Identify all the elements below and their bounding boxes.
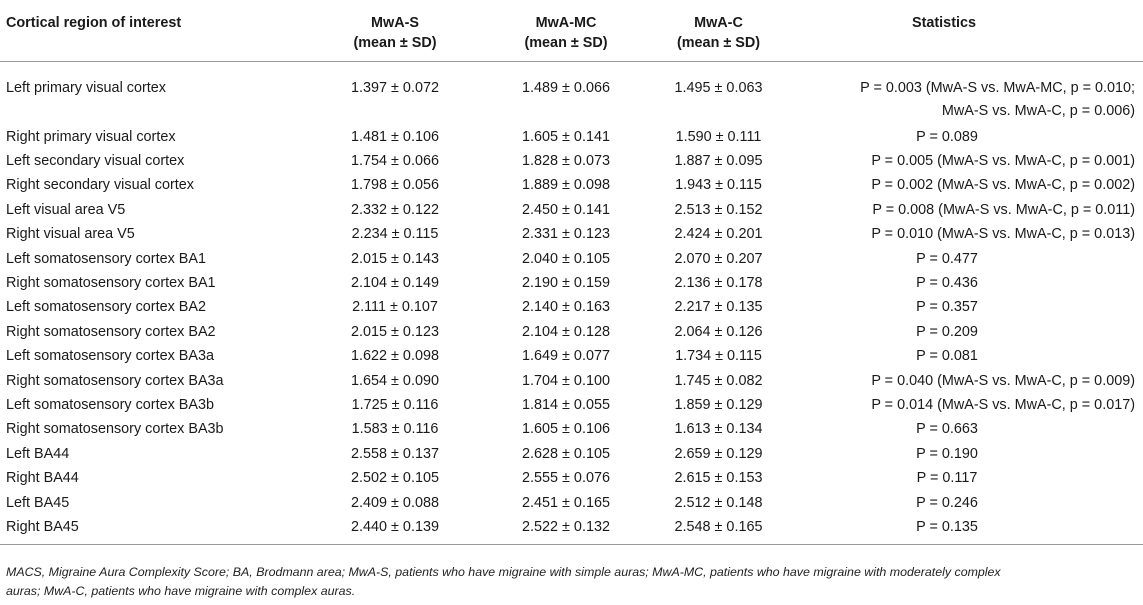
statistics-cell xyxy=(795,222,1143,246)
mwa-c-cell: 2.424 ± 0.201 xyxy=(674,226,763,243)
statistics-line: P = 0.436 xyxy=(916,274,978,291)
region-cell: Right visual area V5 xyxy=(6,226,135,243)
mwa-c-cell: 2.548 ± 0.165 xyxy=(642,515,795,545)
mwa-s-cell: 2.015 ± 0.143 xyxy=(351,250,439,267)
mwa-c-cell: 2.136 ± 0.178 xyxy=(674,274,763,291)
mwa-c-cell: 1.734 ± 0.115 xyxy=(675,348,762,365)
statistics-line: P = 0.663 xyxy=(916,421,978,438)
table-row xyxy=(0,417,1143,441)
mwa-s-cell: 2.234 ± 0.115 xyxy=(351,226,439,243)
mwa-c-cell: 2.070 ± 0.207 xyxy=(674,250,763,267)
mwa-s-cell: 2.015 ± 0.123 xyxy=(351,323,439,340)
statistics-line: P = 0.014 (MwA-S vs. MwA-C, p = 0.017) xyxy=(871,396,1135,413)
mwa-c-cell: 2.512 ± 0.148 xyxy=(674,494,763,511)
region-cell: Left somatosensory cortex BA3b xyxy=(6,396,214,413)
region-cell: Left BA44 xyxy=(6,445,70,462)
header-row xyxy=(0,3,1143,61)
statistics-cell xyxy=(795,320,1143,344)
statistics-cell xyxy=(795,149,1143,173)
statistics-cell xyxy=(795,442,1143,466)
mwa-c-cell: 1.613 ± 0.134 xyxy=(674,421,763,438)
header-statistics: Statistics xyxy=(795,3,1143,61)
statistics-cell xyxy=(795,198,1143,222)
statistics-cell xyxy=(795,125,1143,149)
mwa-mc-cell: 1.649 ± 0.077 xyxy=(522,348,610,365)
mwa-s-cell: 2.502 ± 0.105 xyxy=(351,470,439,487)
mwa-c-cell: 1.590 ± 0.111 xyxy=(675,128,762,145)
mwa-mc-cell: 2.104 ± 0.128 xyxy=(522,323,610,340)
mwa-mc-cell: 1.889 ± 0.098 xyxy=(522,177,610,194)
statistics-line: P = 0.246 xyxy=(916,494,978,511)
mwa-c-cell: 1.745 ± 0.082 xyxy=(674,372,763,389)
table-row xyxy=(0,466,1143,490)
statistics-line: P = 0.117 xyxy=(916,470,978,487)
statistics-line: P = 0.003 (MwA-S vs. MwA-MC, p = 0.010; xyxy=(860,79,1135,96)
statistics-cell xyxy=(795,247,1143,271)
mwa-c-cell: 2.513 ± 0.152 xyxy=(674,201,763,218)
mwa-mc-cell: 1.605 ± 0.141 xyxy=(522,128,610,145)
table-row xyxy=(0,149,1143,173)
region-cell: Left BA45 xyxy=(6,494,70,511)
table-row xyxy=(0,222,1143,246)
statistics-line: P = 0.357 xyxy=(916,299,978,316)
table-row xyxy=(0,515,1143,545)
region-cell: Left somatosensory cortex BA2 xyxy=(6,299,206,316)
mwa-c-cell: 1.887 ± 0.095 xyxy=(674,152,763,169)
mwa-mc-cell: 1.704 ± 0.100 xyxy=(522,372,610,389)
table-row xyxy=(0,173,1143,197)
mwa-mc-cell: 1.814 ± 0.055 xyxy=(522,396,610,413)
mwa-mc-cell: 2.331 ± 0.123 xyxy=(522,226,610,243)
statistics-line: MwA-S vs. MwA-C, p = 0.006) xyxy=(941,102,1135,119)
table-row xyxy=(0,369,1143,393)
table-row xyxy=(0,344,1143,368)
footnote-line: MACS, Migraine Aura Complexity Score; BA, Brodmann area; MwA-S, patients who have migraine with simple auras; MwA-MC, patients who have migraine with moderately complex xyxy=(6,565,1001,579)
table-row xyxy=(0,247,1143,271)
mwa-mc-cell: 2.450 ± 0.141 xyxy=(522,201,610,218)
mwa-c-cell: 2.217 ± 0.135 xyxy=(674,299,763,316)
mwa-mc-cell: 2.190 ± 0.159 xyxy=(522,274,610,291)
mwa-s-cell: 1.654 ± 0.090 xyxy=(351,372,439,389)
mwa-s-cell: 1.397 ± 0.072 xyxy=(351,79,439,96)
statistics-cell xyxy=(795,61,1143,125)
region-cell: Left somatosensory cortex BA1 xyxy=(6,250,206,267)
statistics-cell xyxy=(795,173,1143,197)
statistics-cell xyxy=(795,466,1143,490)
region-cell: Right somatosensory cortex BA3b xyxy=(6,421,224,438)
statistics-cell xyxy=(795,295,1143,319)
mwa-mc-cell: 1.605 ± 0.106 xyxy=(522,421,610,438)
table-row xyxy=(0,61,1143,125)
statistics-line: P = 0.081 xyxy=(916,348,978,365)
statistics-cell xyxy=(795,393,1143,417)
mwa-mc-cell: 2.040 ± 0.105 xyxy=(522,250,610,267)
statistics-cell xyxy=(795,515,1143,545)
mwa-s-cell: 2.409 ± 0.088 xyxy=(351,494,439,511)
region-cell: Left visual area V5 xyxy=(6,201,126,218)
mwa-c-cell: 1.943 ± 0.115 xyxy=(675,177,762,194)
mwa-s-cell: 1.481 ± 0.106 xyxy=(351,128,439,145)
statistics-cell xyxy=(795,271,1143,295)
table-header xyxy=(0,3,1143,61)
mwa-c-cell: 1.859 ± 0.129 xyxy=(674,396,763,413)
header-mwa-s: MwA-S (mean ± SD) xyxy=(300,3,490,61)
mwa-c-cell: 2.615 ± 0.153 xyxy=(674,470,763,487)
header-mwa-mc: MwA-MC (mean ± SD) xyxy=(490,3,642,61)
statistics-cell xyxy=(795,369,1143,393)
mwa-s-cell: 1.725 ± 0.116 xyxy=(351,396,439,413)
mwa-s-cell: 1.754 ± 0.066 xyxy=(351,152,439,169)
table-row xyxy=(0,271,1143,295)
mwa-s-cell: 1.798 ± 0.056 xyxy=(351,177,439,194)
table-row xyxy=(0,320,1143,344)
statistics-line: P = 0.005 (MwA-S vs. MwA-C, p = 0.001) xyxy=(871,152,1135,169)
statistics-line: P = 0.135 xyxy=(916,519,978,535)
statistics-line: P = 0.209 xyxy=(916,323,978,340)
statistics-line: P = 0.002 (MwA-S vs. MwA-C, p = 0.002) xyxy=(871,177,1135,194)
statistics-line: P = 0.010 (MwA-S vs. MwA-C, p = 0.013) xyxy=(871,226,1135,243)
statistics-line: P = 0.477 xyxy=(916,250,978,267)
table-footnote xyxy=(6,563,1136,601)
region-cell: Left primary visual cortex xyxy=(6,79,166,96)
region-cell: Right somatosensory cortex BA2 xyxy=(6,323,216,340)
mwa-mc-cell: 2.451 ± 0.165 xyxy=(522,494,610,511)
mwa-mc-cell: 1.828 ± 0.073 xyxy=(522,152,610,169)
mwa-mc-cell: 2.522 ± 0.132 xyxy=(490,515,642,545)
region-cell: Right somatosensory cortex BA1 xyxy=(6,274,216,291)
mwa-s-cell: 2.111 ± 0.107 xyxy=(352,299,438,316)
mwa-mc-cell: 1.489 ± 0.066 xyxy=(522,79,610,96)
region-cell: Right primary visual cortex xyxy=(6,128,176,145)
mwa-c-cell: 2.064 ± 0.126 xyxy=(674,323,763,340)
mwa-mc-cell: 2.555 ± 0.076 xyxy=(522,470,610,487)
region-cell: Left secondary visual cortex xyxy=(6,152,185,169)
footnote-line: auras; MwA-C, patients who have migraine with complex auras. xyxy=(6,584,356,598)
table-row xyxy=(0,198,1143,222)
statistics-line: P = 0.190 xyxy=(916,445,978,462)
mwa-s-cell: 2.440 ± 0.139 xyxy=(300,515,490,545)
table-body xyxy=(0,61,1143,545)
mwa-c-cell: 2.659 ± 0.129 xyxy=(674,445,763,462)
region-cell: Right secondary visual cortex xyxy=(6,177,194,194)
table-row xyxy=(0,442,1143,466)
mwa-s-cell: 2.104 ± 0.149 xyxy=(351,274,439,291)
region-cell: Right BA45 xyxy=(0,515,300,545)
region-cell: Right somatosensory cortex BA3a xyxy=(6,372,224,389)
mwa-s-cell: 1.583 ± 0.116 xyxy=(351,421,439,438)
region-cell: Right BA44 xyxy=(6,470,79,487)
region-cell: Left somatosensory cortex BA3a xyxy=(6,348,214,365)
mwa-s-cell: 1.622 ± 0.098 xyxy=(351,348,439,365)
table-row xyxy=(0,491,1143,515)
statistics-cell xyxy=(795,491,1143,515)
header-region: Cortical region of interest xyxy=(0,3,300,61)
results-table xyxy=(0,3,1143,545)
table-row xyxy=(0,393,1143,417)
mwa-mc-cell: 2.140 ± 0.163 xyxy=(522,299,610,316)
mwa-s-cell: 2.558 ± 0.137 xyxy=(351,445,439,462)
statistics-line: P = 0.008 (MwA-S vs. MwA-C, p = 0.011) xyxy=(872,201,1135,218)
mwa-c-cell: 1.495 ± 0.063 xyxy=(674,79,763,96)
mwa-mc-cell: 2.628 ± 0.105 xyxy=(522,445,610,462)
mwa-s-cell: 2.332 ± 0.122 xyxy=(351,201,439,218)
statistics-cell xyxy=(795,344,1143,368)
statistics-cell xyxy=(795,417,1143,441)
statistics-line: P = 0.089 xyxy=(916,128,978,145)
statistics-line: P = 0.040 (MwA-S vs. MwA-C, p = 0.009) xyxy=(871,372,1135,389)
header-mwa-c: MwA-C (mean ± SD) xyxy=(642,3,795,61)
table-row xyxy=(0,295,1143,319)
table-row xyxy=(0,125,1143,149)
